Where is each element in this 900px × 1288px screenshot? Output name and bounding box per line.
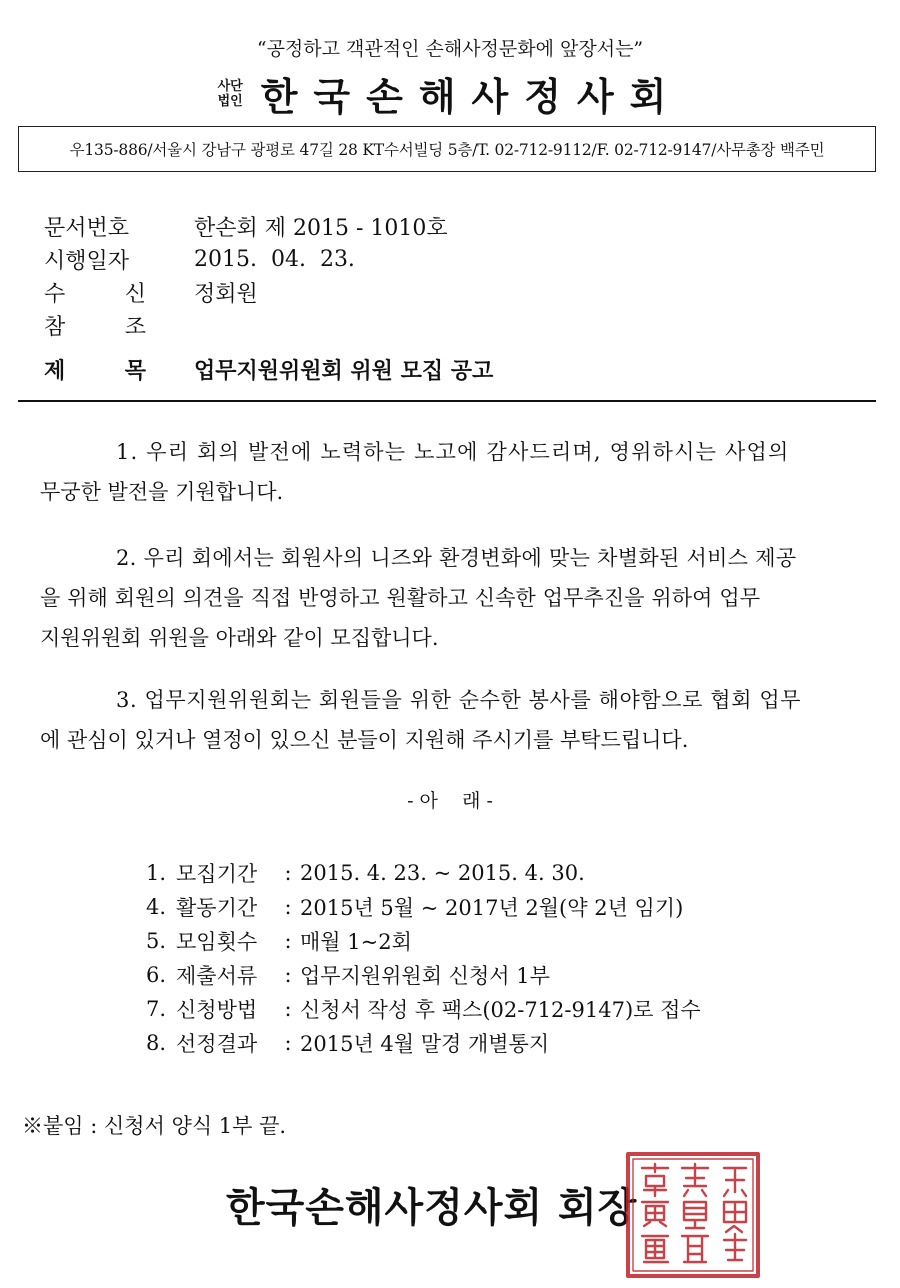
item-value: 2015년 4월 말경 개별통지 [300,1032,550,1056]
document-meta [44,210,448,342]
item-separator: : [284,1031,292,1055]
subject-label [44,354,146,385]
item-label: 신청방법 [176,998,258,1022]
item-separator: : [284,997,292,1021]
paragraph-2-line-2: 을 위해 회원의 의견을 직접 반영하고 원활하고 신속한 업무추진을 위하여 업무 [40,586,761,610]
header-divider [18,400,876,402]
org-header [0,66,900,121]
subject-row [44,354,493,385]
item-value: 2015년 5월 ~ 2017년 2월(약 2년 임기) [300,896,684,920]
paragraph-1 [40,432,884,512]
recipient-label-1: 수 [44,282,66,307]
paragraph-3-line-2: 에 관심이 있거나 열정이 있으신 분들이 지원해 주시기를 부탁드립니다. [40,728,689,752]
doc-number-value: 한손회 제 2015 - 1010호 [194,216,448,241]
item-label: 모임횟수 [176,930,258,954]
reference-label [44,310,146,341]
paragraph-3 [40,680,884,760]
subject-label-1: 제 [44,359,66,384]
paragraph-2-line-3: 지원위원회 위원을 아래와 같이 모집합니다. [40,626,439,650]
list-item [146,958,701,992]
subject-label-2: 목 [124,359,146,384]
item-number: 4. [146,895,167,919]
item-separator: : [284,963,292,987]
item-number: 8. [146,1031,167,1055]
reference-label-1: 참 [44,315,66,340]
item-value: 신청서 작성 후 팩스(02-712-9147)로 접수 [300,998,701,1022]
paragraph-2-line-1: 2. 우리 회에서는 회원사의 니즈와 환경변화에 맞는 차별화된 서비스 제공 [116,546,797,570]
item-label: 제출서류 [176,964,258,988]
paragraph-3-line-1: 3. 업무지원위원회는 회원들을 위한 순수한 봉사를 해야함으로 협회 업무 [116,688,802,712]
list-item [146,992,701,1026]
motto: “공정하고 객관적인 손해사정문화에 앞장서는” [256,38,644,60]
item-value: 2015. 4. 23. ~ 2015. 4. 30. [300,861,585,885]
item-value: 매월 1~2회 [300,930,412,954]
signature: 한국손해사정사회 회장 [226,1185,638,1231]
below-label: - 아 래 - [407,790,493,812]
item-label: 모집기간 [176,862,258,886]
item-separator: : [284,929,292,953]
recipient-row [44,276,448,309]
date-value: 2015. 04. 23. [194,247,355,272]
reference-row [44,309,448,342]
attachment-note: ※붙임 : 신청서 양식 1부 끝. [22,1114,287,1138]
list-item [146,856,701,890]
paragraph-1-line-1: 1. 우리 회의 발전에 노력하는 노고에 감사드리며, 영위하시는 사업의 [116,440,790,464]
item-separator: : [284,861,292,885]
doc-number-row [44,210,448,243]
paragraph-1-line-2: 무궁한 발전을 기원합니다. [40,480,284,504]
date-label: 시행일자 [44,249,130,274]
doc-number-label: 문서번호 [44,216,130,241]
list-item [146,890,701,924]
item-number: 5. [146,929,167,953]
org-type-bottom: 법인 [217,93,243,109]
reference-label-2: 조 [124,315,146,340]
address-text: 우135-886/서울시 강남구 광평로 47길 28 KT수서빌딩 5층/T. 02-712-9112/F. 02-712-9147/사무총장 백주민 [69,141,825,159]
item-separator: : [284,895,292,919]
org-type [218,79,243,109]
detail-list [146,856,701,1060]
recipient-label-2: 신 [124,282,146,307]
subject-value: 업무지원위원회 위원 모집 공고 [194,359,494,384]
item-label: 선정결과 [176,1032,258,1056]
address-box [18,126,876,172]
list-item [146,1026,701,1060]
item-label: 활동기간 [176,896,258,920]
recipient-value: 정회원 [194,282,258,307]
item-value: 업무지원위원회 신청서 1부 [300,964,550,988]
paragraph-2 [40,538,884,658]
list-item [146,924,701,958]
item-number: 7. [146,997,167,1021]
item-number: 6. [146,963,167,987]
official-seal-stamp [624,1150,762,1280]
date-row [44,243,448,276]
org-type-top: 사단 [217,78,243,94]
recipient-label [44,277,146,308]
org-name: 한국손해사정사회 [260,75,683,119]
item-number: 1. [146,861,167,885]
